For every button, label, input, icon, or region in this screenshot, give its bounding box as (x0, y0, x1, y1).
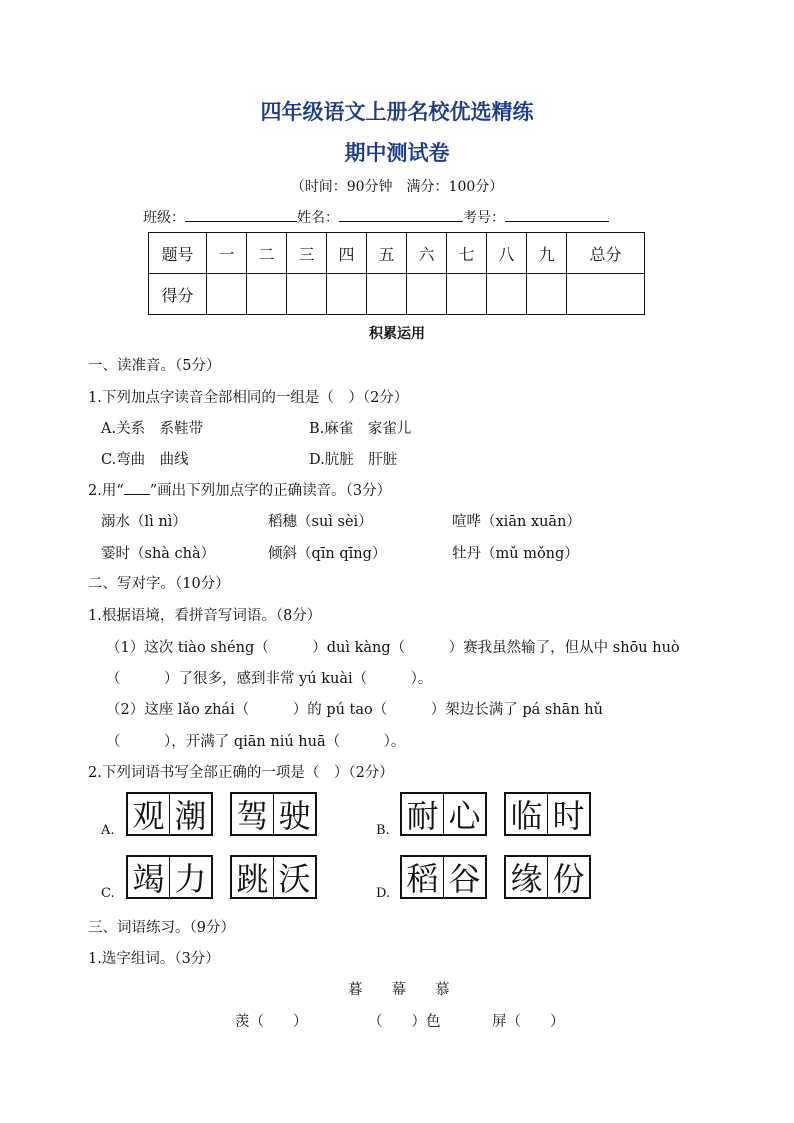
q3-1-blank: 羡（ ） (235, 1014, 308, 1030)
number-field[interactable] (505, 207, 609, 222)
q3-1-text: 1.选字组词。（3分） (88, 951, 220, 967)
char-cell: 潮 (169, 794, 211, 834)
char-cell: 竭 (132, 860, 165, 898)
name-field[interactable] (339, 207, 463, 222)
score-header-cell: 一 (207, 233, 247, 274)
score-header-cell: 总分 (567, 233, 645, 274)
score-header-cell: 六 (407, 233, 447, 274)
word-box-a1 (126, 792, 213, 836)
score-header-cell: 题号 (149, 233, 207, 274)
q2-1-line: （ ）了很多，感到非常 yú kuài（ ）。 (106, 671, 433, 687)
score-header-cell: 三 (287, 233, 327, 274)
q1-1-option-b: B.麻雀 家雀儿 (309, 421, 412, 437)
word-box-d2 (504, 855, 591, 899)
class-label: 班级： (143, 210, 185, 226)
class-field[interactable] (185, 207, 297, 222)
q3-1-chars: 暮 幕 慕 (348, 982, 450, 998)
q3-1-blank: 屏（ ） (492, 1014, 565, 1030)
char-cell: 时 (547, 794, 589, 834)
score-cell[interactable] (407, 274, 447, 315)
q2-heading: 二、写对字。（10分） (88, 576, 230, 592)
score-header-cell: 八 (487, 233, 527, 274)
student-info-row (143, 207, 609, 227)
pinyin-item: 溺水（lì nì） (101, 514, 187, 530)
score-cell[interactable] (367, 274, 407, 315)
word-box-c1 (126, 855, 213, 899)
underline-mark (124, 480, 150, 495)
char-cell: 耐 (406, 797, 439, 835)
score-cell[interactable] (447, 274, 487, 315)
pinyin-item: 稻穗（suì sèi） (268, 514, 373, 530)
char-cell: 沃 (273, 857, 315, 897)
word-box-d1 (400, 855, 487, 899)
option-d-label: D. (376, 886, 391, 901)
char-cell: 缘 (510, 860, 543, 898)
page-subtitle: 期中测试卷 (344, 140, 450, 165)
q2-1-line: （ ），开满了 qiān niú huā（ ）。 (106, 734, 406, 750)
q1-1-option-d: D.肮脏 肝脏 (309, 452, 398, 468)
char-cell: 谷 (443, 857, 485, 897)
q2-1-line: （2）这座 lǎo zhái（ ）的 pú tao（ ）架边长满了 pá shān hǔ (106, 702, 603, 718)
score-header-cell: 二 (247, 233, 287, 274)
q1-2-prefix: 2.用“ (88, 483, 124, 499)
score-cell[interactable] (247, 274, 287, 315)
section-title: 积累运用 (369, 326, 425, 342)
char-cell: 临 (510, 797, 543, 835)
q3-1-blank: （ ）色 (368, 1014, 441, 1030)
q1-1-option-c: C.弯曲 曲线 (101, 452, 189, 468)
pinyin-item: 喧哗（xiān xuān） (452, 514, 581, 530)
q2-1-text: 1.根据语境，看拼音写词语。（8分） (88, 608, 322, 624)
number-label: 考号： (463, 210, 505, 226)
score-cell[interactable] (327, 274, 367, 315)
name-label: 姓名： (297, 210, 339, 226)
pinyin-item: 倾斜（qīn qīng） (268, 546, 387, 562)
score-header-cell: 四 (327, 233, 367, 274)
score-cell[interactable] (207, 274, 247, 315)
q1-2-suffix: ”画出下列加点字的正确读音。（3分） (149, 483, 392, 499)
pinyin-item: 霎时（shà chà） (101, 546, 216, 562)
pinyin-item: 牡丹（mǔ mǒng） (452, 546, 579, 562)
score-table (148, 232, 645, 315)
q1-1-text: 1.下列加点字读音全部相同的一组是（ ）（2分） (88, 390, 409, 406)
score-value-row (149, 274, 645, 315)
score-header-cell: 七 (447, 233, 487, 274)
score-cell[interactable] (487, 274, 527, 315)
score-cell[interactable] (287, 274, 327, 315)
char-cell: 力 (169, 857, 211, 897)
exam-info: （时间：90分钟 满分：100分） (290, 179, 504, 195)
word-box-b1 (400, 792, 487, 836)
option-c-label: C. (101, 886, 115, 901)
q2-2-text: 2.下列词语书写全部正确的一项是（ ）（2分） (88, 765, 394, 781)
char-cell: 驶 (273, 794, 315, 834)
q3-heading: 三、词语练习。（9分） (88, 920, 235, 936)
page-title: 四年级语文上册名校优选精练 (260, 99, 534, 124)
score-header-cell: 九 (527, 233, 567, 274)
char-cell: 心 (443, 794, 485, 834)
score-header-row (149, 233, 645, 274)
option-a-label: A. (101, 823, 115, 838)
char-cell: 稻 (406, 860, 439, 898)
q1-heading: 一、读准音。（5分） (88, 358, 221, 374)
char-cell: 驾 (236, 797, 269, 835)
score-cell[interactable] (567, 274, 645, 315)
score-cell[interactable] (527, 274, 567, 315)
char-cell: 跳 (236, 860, 269, 898)
score-header-cell: 五 (367, 233, 407, 274)
option-b-label: B. (376, 823, 390, 838)
char-cell: 观 (132, 797, 165, 835)
word-box-b2 (504, 792, 591, 836)
score-row-label: 得分 (149, 274, 207, 315)
word-box-c2 (230, 855, 317, 899)
q1-1-option-a: A.关系 系鞋带 (101, 421, 204, 437)
q1-2-text (88, 479, 391, 500)
word-box-a2 (230, 792, 317, 836)
char-cell: 份 (547, 857, 589, 897)
q2-1-line: （1）这次 tiào shéng（ ）duì kàng（ ）赛我虽然输了，但从中 shōu huò (106, 640, 680, 656)
